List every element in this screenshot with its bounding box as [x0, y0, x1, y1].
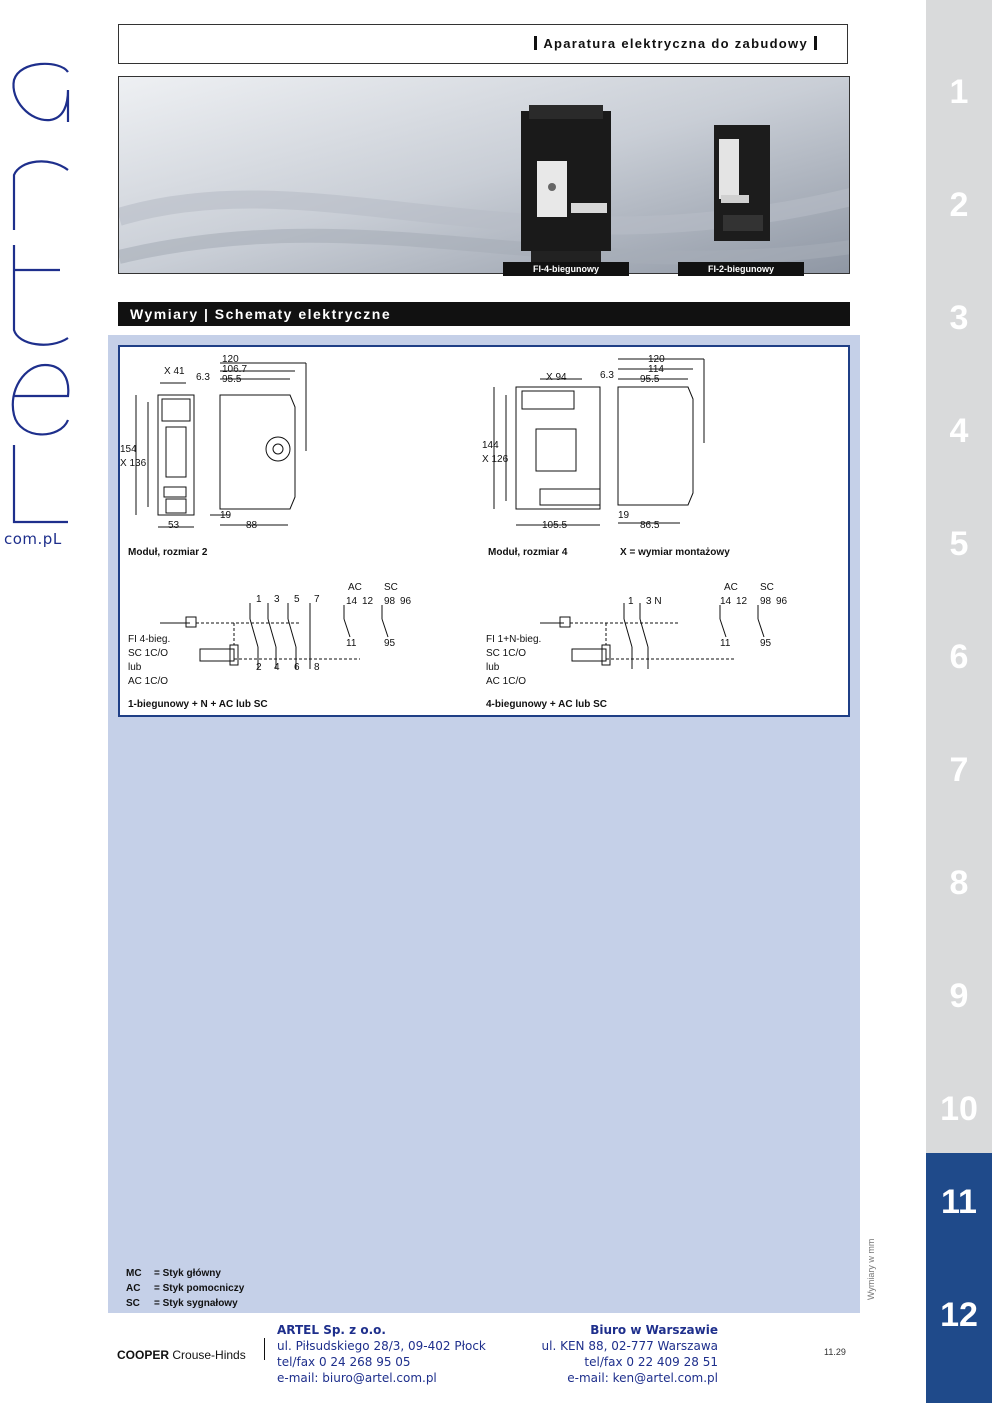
- dim-95-right: 95.5: [640, 374, 660, 385]
- units-note: Wymiary w mm: [866, 1238, 876, 1300]
- cooper-logo: COOPER Crouse-Hinds: [117, 1348, 246, 1362]
- dim-19-left: 19: [220, 510, 232, 521]
- dim-86: 86.5: [640, 520, 660, 531]
- tab-11[interactable]: 11: [926, 1153, 992, 1266]
- dim-63-left: 6.3: [196, 372, 210, 383]
- dim-19-right: 19: [618, 510, 630, 521]
- aux-11: 11: [346, 638, 357, 649]
- aux-r-11: 11: [720, 638, 731, 649]
- aux-95: 95: [384, 638, 396, 649]
- aux-r-95: 95: [760, 638, 772, 649]
- aux-r-98: 98: [760, 596, 772, 607]
- aux-96: 96: [400, 596, 412, 607]
- product-banner: [118, 76, 850, 274]
- term-5: 5: [294, 594, 300, 605]
- hq-address: ARTEL Sp. z o.o. ul. Piłsudskiego 28/3, 09-402 Płock tel/fax 0 24 268 95 05 e-mail: biuro@artel.com.pl: [277, 1323, 486, 1385]
- aux-ac-label: AC: [348, 582, 362, 593]
- aux-r-sc-label: SC: [760, 582, 774, 593]
- label-mounting-note: X = wymiar montażowy: [620, 547, 730, 558]
- dim-106-left: 106.7: [222, 364, 248, 375]
- term-r-1: 1: [628, 596, 634, 607]
- artel-logo: [0, 60, 80, 530]
- device-2-pole: [714, 125, 770, 241]
- dim-88: 88: [246, 520, 258, 531]
- legend-row: MC = Styk główny: [126, 1268, 221, 1279]
- footer-divider: [264, 1338, 265, 1360]
- tab-4[interactable]: 4: [949, 412, 969, 450]
- tab-10[interactable]: 10: [940, 1090, 978, 1128]
- dim-120-left: 120: [222, 354, 239, 365]
- aux-r-12: 12: [736, 596, 748, 607]
- aux-r-96: 96: [776, 596, 788, 607]
- tab-7[interactable]: 7: [949, 751, 969, 789]
- device-4-pole: [521, 105, 611, 263]
- caption-fi2: FI-2-biegunowy: [678, 262, 804, 276]
- tab-12[interactable]: 12: [926, 1266, 992, 1403]
- label-module-2: Moduł, rozmiar 2: [128, 547, 208, 558]
- tab-2[interactable]: 2: [949, 186, 969, 224]
- dim-144: 144: [482, 440, 499, 451]
- dim-114: 114: [648, 364, 664, 375]
- tab-1[interactable]: 1: [949, 73, 969, 111]
- aux-14: 14: [346, 596, 358, 607]
- banner-image: [119, 77, 850, 274]
- header-title: Aparatura elektryczna do zabudowy: [534, 36, 817, 51]
- aux-sc-label: SC: [384, 582, 398, 593]
- technical-drawings: [120, 347, 848, 715]
- dim-x126: X 126: [482, 454, 509, 465]
- dim-63-right: 6.3: [600, 370, 614, 381]
- label-module-4: Moduł, rozmiar 4: [488, 547, 568, 558]
- aux-98: 98: [384, 596, 396, 607]
- dim-105: 105.5: [542, 520, 568, 531]
- tab-6[interactable]: 6: [949, 638, 969, 676]
- term-4: 4: [274, 662, 280, 673]
- legend: [126, 1266, 244, 1311]
- page-number: 11.29: [824, 1347, 846, 1357]
- tab-3[interactable]: 3: [949, 299, 969, 337]
- caption-left-schematic: 1-biegunowy + N + AC lub SC: [128, 699, 268, 710]
- schematic-left-desc: FI 4-bieg. SC 1C/O lub AC 1C/O: [128, 634, 171, 687]
- dim-x136: X 136: [120, 458, 147, 469]
- aux-r-ac-label: AC: [724, 582, 738, 593]
- term-3: 3: [274, 594, 280, 605]
- legend-row: SC = Styk sygnałowy: [126, 1298, 238, 1309]
- tab-9[interactable]: 9: [949, 977, 969, 1015]
- header-bar: [118, 24, 848, 64]
- term-1: 1: [256, 594, 262, 605]
- aux-r-14: 14: [720, 596, 732, 607]
- term-6: 6: [294, 662, 300, 673]
- diagram-box: [118, 345, 850, 717]
- office-address: Biuro w Warszawie ul. KEN 88, 02-777 Warszawa tel/fax 0 22 409 28 51 e-mail: ken@artel.com.pl: [541, 1323, 718, 1385]
- schematic-right-desc: FI 1+N-bieg. SC 1C/O lub AC 1C/O: [486, 634, 542, 687]
- term-8: 8: [314, 662, 320, 673]
- dim-x94: X 94: [546, 372, 567, 383]
- caption-right-schematic: 4-biegunowy + AC lub SC: [486, 699, 608, 710]
- aux-12: 12: [362, 596, 374, 607]
- term-7: 7: [314, 594, 320, 605]
- tab-5[interactable]: 5: [949, 525, 969, 563]
- dim-53: 53: [168, 520, 180, 531]
- dim-x41: X 41: [164, 366, 185, 377]
- tab-8[interactable]: 8: [949, 864, 969, 902]
- dim-95-left: 95.5: [222, 374, 242, 385]
- section-title: Wymiary | Schematy elektryczne: [118, 302, 850, 326]
- legend-row: AC = Styk pomocniczy: [126, 1283, 245, 1294]
- term-2: 2: [256, 662, 262, 673]
- term-r-3n: 3 N: [646, 596, 662, 607]
- dim-120-right: 120: [648, 354, 665, 365]
- caption-fi4: FI-4-biegunowy: [503, 262, 629, 276]
- dim-154: 154: [120, 444, 137, 455]
- logo-url: com.pL: [4, 530, 62, 548]
